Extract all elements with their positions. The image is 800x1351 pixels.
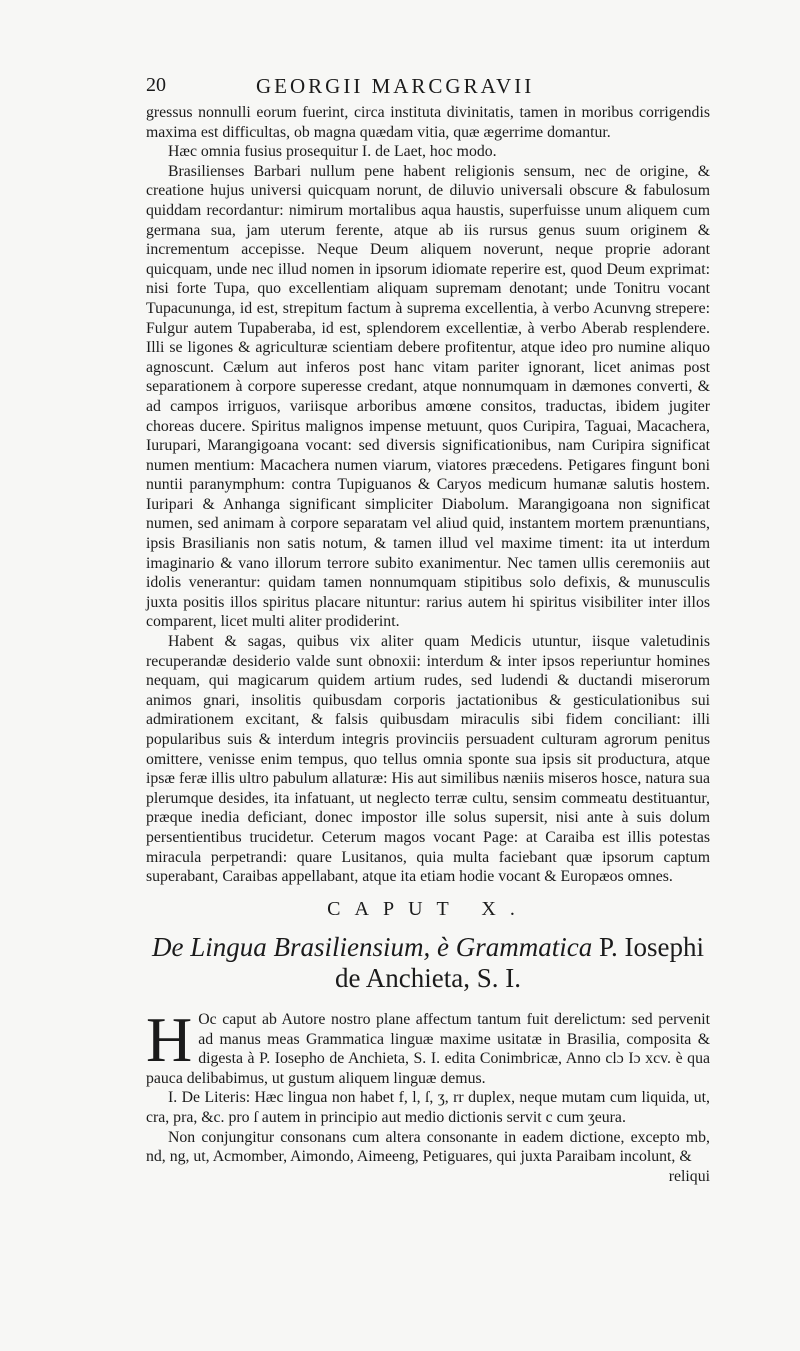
catchword: reliqui [668,1167,710,1185]
chapter-title [146,932,710,994]
paragraph: I. De Literis: Hæc lingua non habet f, l, ſ, ʒ, rr duplex, neque mutam cum liquida, ut, cra, pra, &c. pro ſ autem in principio aut medio dictionis servit c cum ʒeura. [146,1089,710,1126]
paragraph: Brasilienses Barbari nullum pene habent religionis sensum, nec de origine, & creatione hujus universi quicquam norunt, de diluvio universali obscure & fabulosum quiddam recordantur: nimirum mortalibus aqua haustis, superfuisse unum aliquem cum germana sua, jam uterum ferente, atque ab iis rursus genus suum originem & incrementum accepisse. Neque Deum aliquem noverunt, neque proprie adorant quicquam, unde nec illud nomen in ipsorum idiomate reperire est, quod Deum exprimat: nisi forte Tupa, quo excellentiam aliquam supremam denotant; unde Tonitru vocant Tupacununga, id est, strepitum factum à suprema excellentia, à verbo Acunvng strepere: Fulgur autem Tupaberaba, id est, splendorem excellentiæ, à verbo Aberab resplendere. Illi se ligones & agriculturæ scientiam debere profitentur, atque ideo pro numine aliquo agnoscunt. Cælum aut inferos post hanc vitam pariter ignorant, licet animas post separationem à corpore superesse credant, atque nonnumquam in dæmones converti, & ad campos irriguos, variisque arboribus amœne consitos, traductas, ibidem jugiter choreas ducere. Spiritus malignos impense metuunt, quos Curipira, Taguai, Macachera, Iurupari, Marangigoana vocant: sed diversis significationibus, nam Curipira significat numen mentium: Macachera numen viarum, viatores præcedens. Petigares fingunt boni nuntii paranymphum: contra Tupiguanos & Caryos medicum humanæ salutis hostem. Iuripari & Anhanga significant simpliciter Diabolum. Marangigoana non significat numen, sed animam à corpore separatam vel aliud quid, instantem mortem prænuntians, ipsis Brasilianis non satis notum, & tamen illud vel maxime timent: ita ut interdum imaginario & vano illorum terrore subito exanimentur. Nec tamen ullis ceremoniis aut idolis venerantur: quidam tamen nonnumquam stipitibus solo defixis, & munusculis juxta positis illos spiritus placare nituntur: rarius autem hi spiritus visibiliter inter illos comparent, licet multi aliter prodiderint. [146,162,710,631]
intro-text: Oc caput ab Autore nostro plane affectum tantum fuit derelictum: sed pervenit ad manus meas Grammatica linguæ maxime usitatæ in Brasilia, composita & digesta à P. Iosepho de Anchieta, S. I. edita Conimbricæ, Anno clɔ Iɔ xcv. è qua pauca delibabimus, ut gustum aliquem linguæ demus. [146,1011,710,1087]
chapter-number: CAPUT X. [327,898,529,920]
drop-cap: H [146,1004,193,1075]
paragraph: Habent & sagas, quibus vix aliter quam Medicis utuntur, iisque valetudinis recuperandæ desiderio valde sunt obnoxii: interdum & inter ipsos reperiuntur homines nequam, qui magicarum quidem artium rudes, sed ludendi & ductandi miserorum animos gnari, insolitis quibusdam corporis jactationibus & gesticulationibus sui admirationem excitant, & falsis quibusdam miraculis sibi fidem conciliant: illi popularibus suis & interdum integris provinciis persuadent culturam agrorum penitus omittere, venisse enim tempus, quo tellus omnia sponte sua ipsis sit productura, atque ipsæ feræ illis ultro pabulum allaturæ: His aut similibus næniis miseros hosce, natura sua plerumque desides, ita infatuant, ut neglecto terræ cultu, sensim commeatu destituantur, præque inedia deficiant, donec impostor ille solus supersit, nisi ante à suis dolum persentientibus trucidetur. Ceterum magos vocant Page: at Caraiba est illis potestas miracula perpetrandi: quare Lusitanos, quia multa faciebant quæ ipsorum captum superabant, Caraibas appellabant, atque ita etiam hodie vocant & Europæos omnes. [146,633,710,886]
chapter-section [146,1004,710,1186]
page-number: 20 [146,74,166,96]
intro-paragraph [146,1004,710,1088]
paragraph: Hæc omnia fusius prosequitur I. de Laet, hoc modo. [168,143,497,161]
chapter-title-line2: de Anchieta, S. I. [335,963,521,993]
paragraph: Non conjungitur consonans cum altera consonante in eadem dictione, excepto mb, nd, ng, ut, Acmomber, Aimondo, Aimeeng, Petiguares, qui juxta Paraibam incolunt, & [146,1128,710,1166]
main-text [146,103,710,887]
chapter-title-roman: P. Iosephi [598,932,704,962]
chapter-title-italic: De Lingua Brasiliensium, è Grammatica [152,932,593,962]
running-head: GEORGII MARCGRAVII [256,74,535,98]
paragraph: gressus nonnulli eorum fuerint, circa instituta divinitatis, tamen in moribus corrigendis maxima est difficultas, ob magna quædam vitia, quæ ægerrime domantur. [146,104,710,141]
page-header [146,74,626,98]
